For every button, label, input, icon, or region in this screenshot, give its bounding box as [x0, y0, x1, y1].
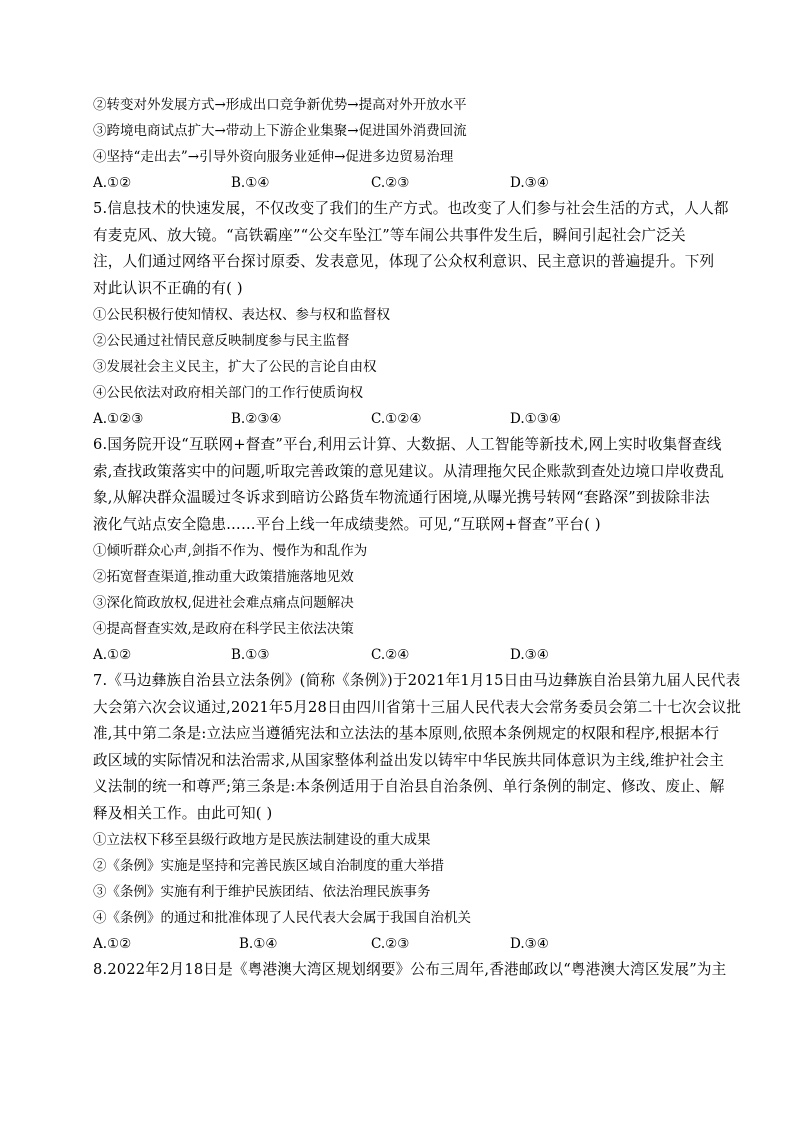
q5-options: [93, 406, 703, 432]
q6-item-4: ④提高督查实效,是政府在科学民主依法决策: [93, 621, 354, 637]
q5-item-4: ④公民依法对政府相关部门的工作行使质询权: [93, 385, 363, 401]
exam-page: [93, 92, 742, 984]
q5-option-b[interactable]: B.②③④: [231, 411, 282, 427]
q6-option-d[interactable]: D.③④: [510, 647, 549, 663]
q7-option-b[interactable]: B.①④: [239, 936, 278, 952]
q6-stem-line: 6.国务院开设“互联网+督查”平台,利用云计算、大数据、人工智能等新技术,网上实时收集督查线: [93, 436, 722, 453]
q6-option-a[interactable]: A.①②: [93, 647, 132, 663]
q7-option-a[interactable]: A.①②: [93, 936, 132, 952]
q6-stem-line: 象,从解决群众温暖过冬诉求到暗访公路货车物流通行困境,从曝光携号转网“套路深”到拔除非法: [93, 489, 710, 506]
q7-stem-line: 大会第六次会议通过,2021年5月28日由四川省第十三届人民代表大会常务委员会第二十七次会议批: [93, 698, 742, 716]
question-8: [93, 957, 727, 984]
q6-stem-line: 索,查找政策落实中的问题,听取完善政策的意见建议。从清理拖欠民企账款到查处边境口岸收费乱: [93, 462, 725, 480]
q7-stem-line: 7.《马边彝族自治县立法条例》(简称《条例》)于2021年1月15日由马边彝族自治县第九届人民代表: [93, 672, 741, 689]
q7-stem-line: 释及相关工作。由此可知( ): [93, 804, 273, 822]
q5-option-d[interactable]: D.①③④: [510, 411, 561, 427]
q4-options: [93, 170, 703, 196]
q4-item-2: ②转变对外发展方式→形成出口竞争新优势→提高对外开放水平: [93, 97, 467, 113]
q6-item-2: ②拓宽督查渠道,推动重大政策措施落地见效: [93, 569, 354, 585]
q7-item-4: ④《条例》的通过和批准体现了人民代表大会属于我国自治机关: [93, 910, 471, 926]
q7-stem-line: 义法制的统一和尊严;第三条是:本条例适用于自治县自治条例、单行条例的制定、修改、废止、解: [93, 778, 725, 795]
q4-item-3: ③跨境电商试点扩大→带动上下游企业集聚→促进国外消费回流: [93, 123, 467, 139]
q4-option-b[interactable]: B.①④: [231, 175, 270, 191]
q5-option-c[interactable]: C.①②④: [371, 411, 422, 427]
question-6: [93, 432, 725, 668]
question-4-tail: [93, 92, 703, 196]
q6-option-b[interactable]: B.①③: [231, 647, 270, 663]
q8-stem-line: 8.2022年2月18日是《粤港澳大湾区规划纲要》公布三周年,香港邮政以“粤港澳大湾区发展”为主: [93, 961, 727, 978]
q6-item-3: ③深化简政放权,促进社会难点痛点问题解决: [93, 595, 354, 611]
q7-options: [93, 931, 703, 957]
q5-item-3: ③发展社会主义民主，扩大了公民的言论自由权: [93, 359, 377, 375]
q7-option-d[interactable]: D.③④: [510, 936, 549, 952]
question-5: [93, 196, 729, 432]
q6-option-c[interactable]: C.②④: [371, 647, 410, 663]
q7-stem-line: 政区域的实际情况和法治需求,从国家整体利益出发以铸牢中华民族共同体意识为主线,维护社会主: [93, 751, 725, 769]
q5-stem-line: 注，人们通过网络平台探讨原委、发表意见，体现了公众权利意识、民主意识的普遍提升。下列: [93, 253, 715, 270]
q4-option-c[interactable]: C.②③: [371, 175, 410, 191]
q5-stem-line: 5.信息技术的快速发展，不仅改变了我们的生产方式。也改变了人们参与社会生活的方式，人人都: [93, 200, 729, 217]
q4-option-d[interactable]: D.③④: [510, 175, 549, 191]
q5-stem-line: 对此认识不正确的有( ): [93, 279, 243, 297]
q6-item-1: ①倾听群众心声,剑指不作为、慢作为和乱作为: [93, 543, 368, 559]
q4-option-a[interactable]: A.①②: [93, 175, 132, 191]
q5-item-1: ①公民积极行使知情权、表达权、参与权和监督权: [93, 307, 390, 323]
q4-item-4: ④坚持“走出去”→引导外资向服务业延伸→促进多边贸易治理: [93, 149, 454, 165]
q6-options: [93, 642, 703, 668]
q7-item-3: ③《条例》实施有利于维护民族团结、依法治理民族事务: [93, 884, 431, 900]
q7-item-1: ①立法权下移至县级行政地方是民族法制建设的重大成果: [93, 832, 431, 848]
q7-option-c[interactable]: C.②③: [371, 936, 410, 952]
q7-item-2: ②《条例》实施是坚持和完善民族区域自治制度的重大举措: [93, 858, 444, 874]
question-7: [93, 668, 742, 957]
q6-stem-line: 液化气站点安全隐患……平台上线一年成绩斐然。可见,“互联网+督查”平台( ): [93, 515, 601, 533]
q5-item-2: ②公民通过社情民意反映制度参与民主监督: [93, 333, 350, 349]
q5-option-a[interactable]: A.①②③: [93, 411, 144, 427]
q5-stem-line: 有麦克风、放大镜。“高铁霸座”“公交车坠江”等车闹公共事件发生后，瞬间引起社会广泛关: [93, 226, 686, 244]
q7-stem-line: 准,其中第二条是:立法应当遵循宪法和立法法的基本原则,依照本条例规定的权限和程序,根据本行: [93, 725, 720, 742]
